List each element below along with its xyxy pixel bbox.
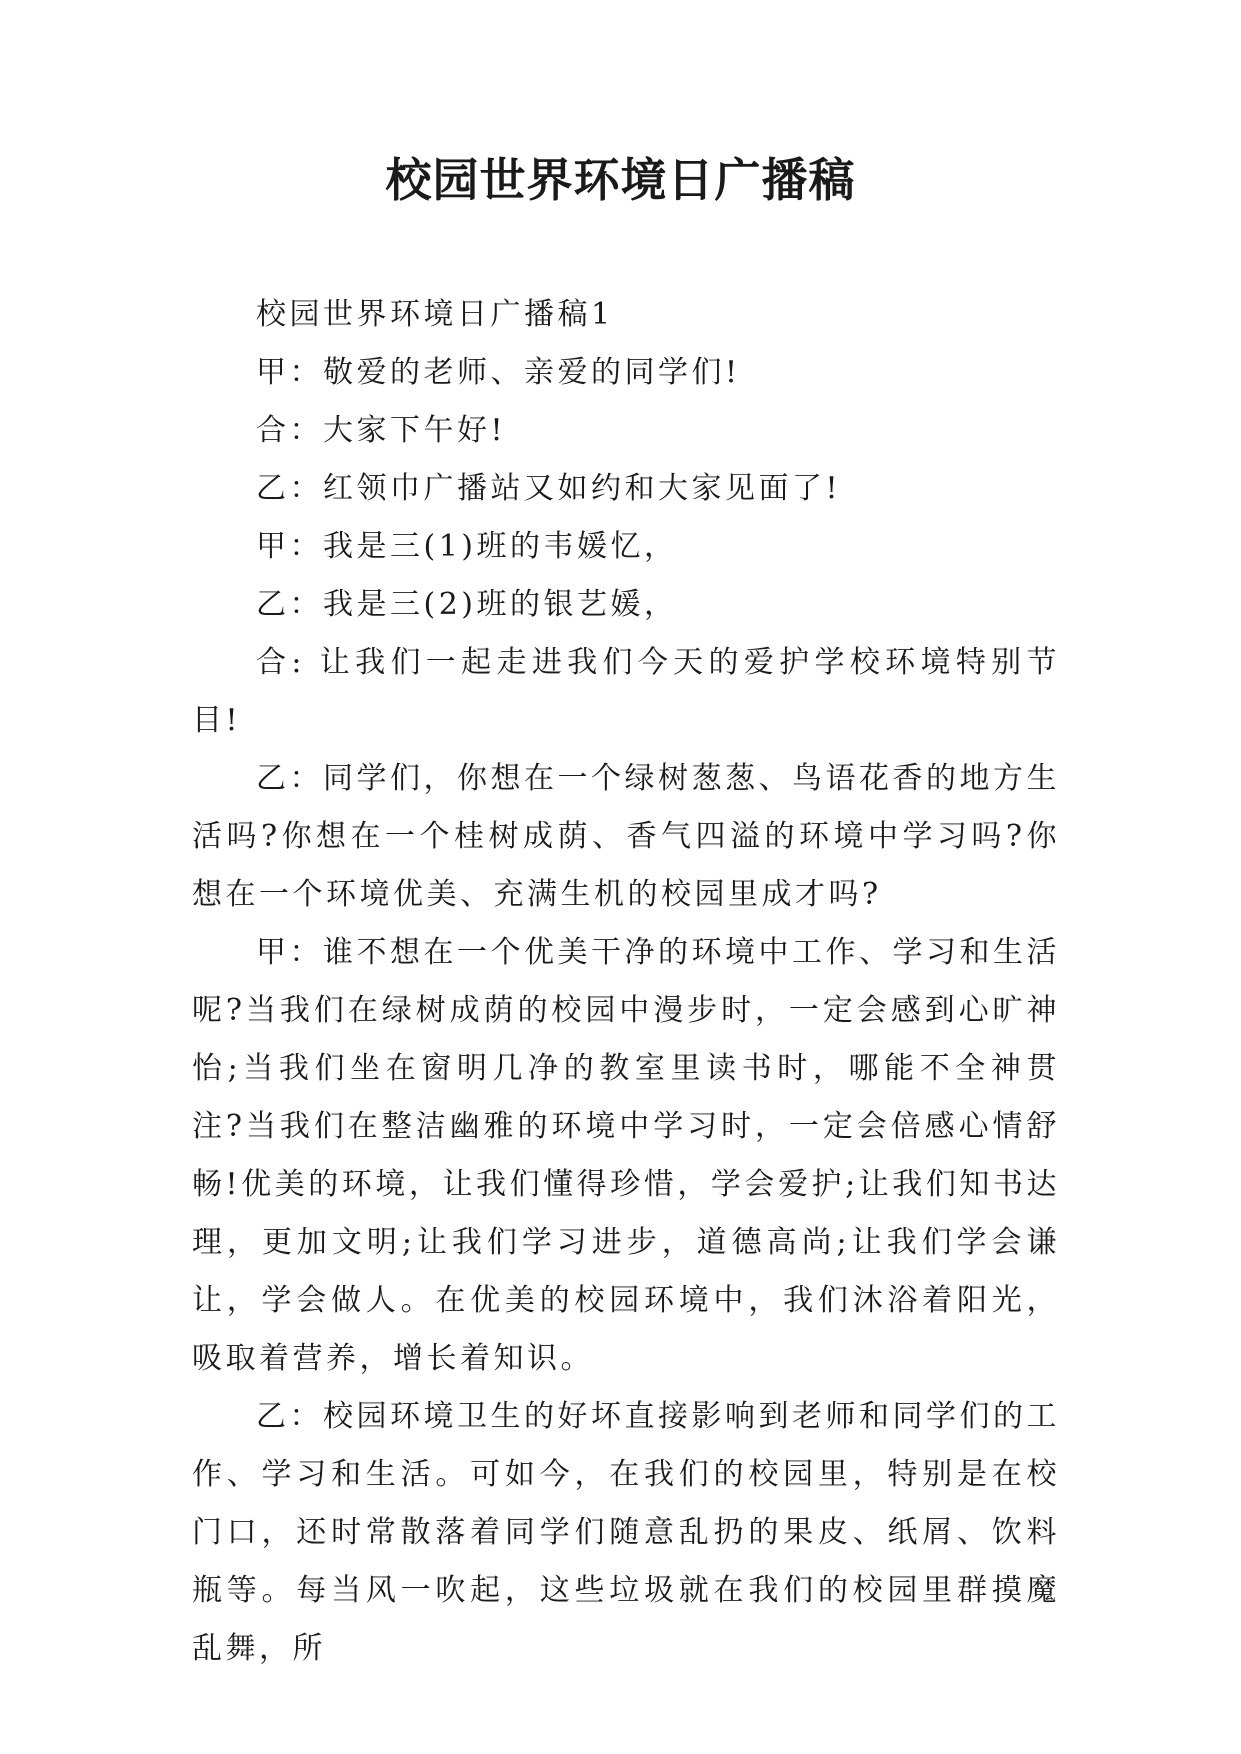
paragraph-greeting: 甲：敬爱的老师、亲爱的同学们! <box>256 355 741 390</box>
paragraph-station-intro: 乙：红领巾广播站又如约和大家见面了! <box>256 471 842 506</box>
document-body <box>192 286 1060 1678</box>
paragraph-host-b-intro: 乙：我是三(2)班的银艺媛， <box>256 587 678 622</box>
paragraph-host-a-intro: 甲：我是三(1)班的韦媛忆， <box>256 529 678 564</box>
paragraph-hygiene: 乙：校园环境卫生的好坏直接影响到老师和同学们的工作、学习和生活。可如今，在我们的校园里，特别是在校门口，还时常散落着同学们随意乱扔的果皮、纸屑、饮料瓶等。每当风一吹起，这些垃圾就在我们的校园里群摸魔乱舞，所 <box>192 1399 1060 1666</box>
document-title: 校园世界环境日广播稿 <box>385 153 856 207</box>
paragraph-environment: 甲：谁不想在一个优美干净的环境中工作、学习和生活呢?当我们在绿树成荫的校园中漫步时，一定会感到心旷神怡;当我们坐在窗明几净的教室里读书时，哪能不全神贯注?当我们在整洁幽雅的环境中学习时，一定会倍感心情舒畅!优美的环境，让我们懂得珍惜，学会爱护;让我们知书达理，更加文明;让我们学习进步，道德高尚;让我们学会谦让，学会做人。在优美的校园环境中，我们沐浴着阳光，吸取着营养，增长着知识。 <box>192 935 1060 1376</box>
paragraph-heading: 校园世界环境日广播稿1 <box>256 297 614 332</box>
paragraph-together-hello: 合：大家下午好! <box>256 413 507 448</box>
paragraph-program-start: 合: 让我们一起走进我们今天的爱护学校环境特别节目! <box>192 645 1060 738</box>
paragraph-questions: 乙：同学们，你想在一个绿树葱葱、鸟语花香的地方生活吗?你想在一个桂树成荫、香气四溢的环境中学习吗?你想在一个环境优美、充满生机的校园里成才吗? <box>192 761 1060 912</box>
